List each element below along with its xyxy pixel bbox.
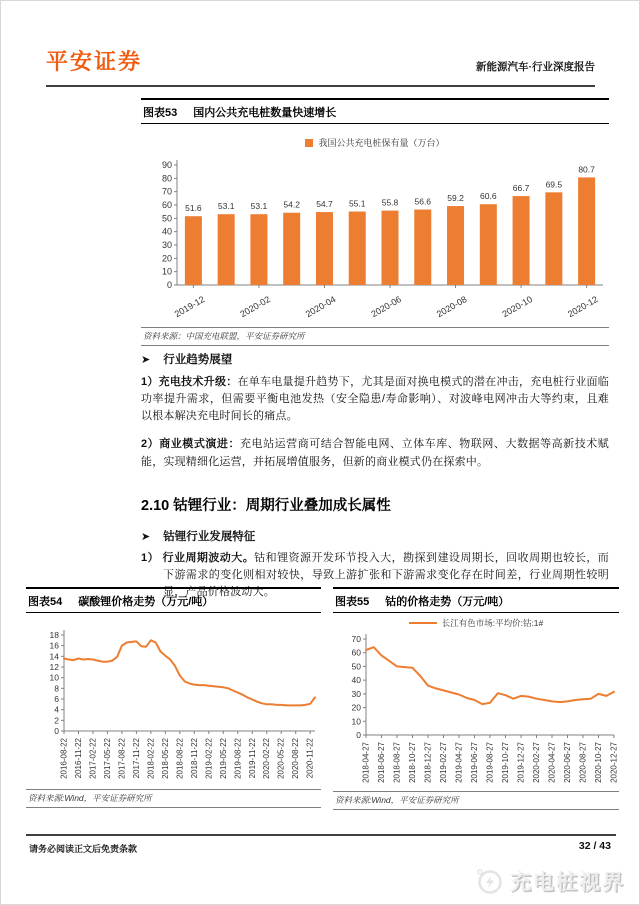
svg-text:2019-10-27: 2019-10-27: [501, 742, 510, 783]
svg-text:2020-02: 2020-02: [238, 294, 272, 320]
svg-text:2020-08: 2020-08: [434, 294, 469, 320]
svg-text:10: 10: [351, 716, 361, 727]
figure-54-tag: 图表54: [28, 596, 63, 608]
header-divider: [46, 85, 595, 87]
figure-54-titlebar: [26, 587, 321, 613]
svg-text:2020-02-22: 2020-02-22: [262, 738, 272, 779]
svg-text:2020-06-27: 2020-06-27: [563, 742, 572, 783]
svg-text:2019-04-27: 2019-04-27: [454, 742, 464, 783]
svg-text:53.1: 53.1: [250, 201, 268, 212]
bullet-cobalt-lithium-label: 钴锂行业发展特征: [163, 530, 256, 543]
watermark: [475, 866, 625, 896]
section-2-10-heading: 2.10 钴锂行业：周期行业叠加成长属性: [141, 497, 391, 514]
svg-text:2019-02-22: 2019-02-22: [204, 738, 214, 779]
svg-text:2018-06-27: 2018-06-27: [377, 742, 386, 783]
svg-text:2017-08-22: 2017-08-22: [117, 738, 127, 779]
svg-text:2: 2: [54, 715, 59, 726]
svg-text:53.1: 53.1: [217, 201, 235, 212]
svg-text:2019-12-27: 2019-12-27: [516, 742, 526, 783]
figure-55-titlebar: [333, 587, 619, 613]
svg-text:10: 10: [161, 266, 172, 277]
svg-text:2016-08-22: 2016-08-22: [59, 738, 69, 779]
svg-text:14: 14: [49, 651, 59, 662]
svg-text:6: 6: [54, 694, 59, 704]
svg-text:50: 50: [161, 213, 172, 224]
svg-text:2018-12-27: 2018-12-27: [423, 742, 433, 783]
svg-text:2020-11-22: 2020-11-22: [305, 738, 315, 779]
svg-text:2018-05-22: 2018-05-22: [160, 738, 170, 779]
svg-text:40: 40: [161, 226, 172, 237]
svg-text:69.5: 69.5: [545, 179, 563, 190]
arrow-bullet-icon: ➤: [141, 530, 151, 543]
svg-text:2018-08-22: 2018-08-22: [175, 738, 185, 779]
watermark-text: 充电桩视界: [510, 871, 625, 894]
report-series-title: 新能源汽车·行业深度报告: [476, 61, 595, 73]
paragraph-1-lead: 1）充电技术升级：: [141, 376, 238, 388]
svg-text:0: 0: [356, 730, 361, 740]
svg-text:2019-02-27: 2019-02-27: [439, 742, 448, 783]
figure-53-title: 国内公共充电桩数量快速增长: [193, 107, 337, 119]
bullet-industry-outlook: [141, 351, 609, 367]
svg-text:90: 90: [161, 160, 172, 170]
svg-text:54.7: 54.7: [316, 199, 333, 210]
svg-text:56.6: 56.6: [414, 196, 432, 207]
body-content: [141, 351, 609, 601]
figure-53-tag: 图表53: [143, 107, 178, 119]
svg-text:66.7: 66.7: [512, 183, 530, 194]
footer-divider: [26, 834, 616, 836]
svg-text:10: 10: [49, 672, 59, 683]
svg-text:60: 60: [161, 200, 172, 210]
paragraph-charging-upgrade: [141, 374, 609, 425]
legend-line-icon: [409, 622, 437, 624]
svg-text:2018-10-27: 2018-10-27: [408, 742, 417, 783]
svg-text:80: 80: [161, 173, 172, 184]
chart55-canvas: [333, 629, 619, 789]
svg-text:2020-04: 2020-04: [303, 294, 338, 320]
paragraph-business-model: [141, 436, 609, 470]
svg-text:70: 70: [351, 634, 361, 644]
svg-text:2017-11-22: 2017-11-22: [131, 738, 141, 779]
svg-text:2016-11-22: 2016-11-22: [73, 738, 83, 779]
pingan-securities-logo: 平安证券: [46, 49, 143, 74]
footer-disclaimer: 请务必阅读正文后免责条款: [29, 844, 138, 854]
svg-text:20: 20: [161, 253, 172, 264]
svg-text:40: 40: [351, 675, 361, 686]
figure-55-legend: [333, 617, 619, 629]
svg-text:0: 0: [54, 726, 59, 736]
figure-54: [26, 587, 321, 808]
paragraph-2-lead: 2）商业模式演进：: [141, 438, 240, 451]
figure-55-source: 资料来源:Wind，平安证券研究所: [333, 791, 619, 810]
figure-54-title: 碳酸锂价格走势（万元/吨）: [78, 596, 214, 608]
svg-text:2020-08-27: 2020-08-27: [578, 742, 588, 783]
svg-text:8: 8: [54, 683, 59, 694]
svg-text:2019-11-22: 2019-11-22: [247, 738, 257, 779]
svg-text:2018-02-22: 2018-02-22: [146, 738, 156, 779]
arrow-bullet-icon: ➤: [141, 354, 151, 366]
svg-text:2020-12: 2020-12: [566, 294, 600, 320]
svg-text:2020-12-27: 2020-12-27: [609, 742, 619, 783]
svg-text:30: 30: [161, 240, 172, 250]
svg-text:2019-08-27: 2019-08-27: [485, 742, 495, 783]
svg-text:12: 12: [49, 662, 59, 672]
bullet-industry-outlook-label: 行业趋势展望: [163, 354, 233, 366]
figure-55-tag: 图表55: [335, 596, 370, 608]
svg-text:2017-05-22: 2017-05-22: [102, 738, 112, 779]
figure-53-source: 资料来源：中国充电联盟，平安证券研究所: [141, 327, 609, 346]
svg-text:2019-12: 2019-12: [172, 294, 207, 320]
figure-53-titlebar: [141, 98, 609, 124]
svg-text:2019-08-22: 2019-08-22: [233, 738, 243, 779]
svg-text:2020-04-27: 2020-04-27: [547, 742, 557, 783]
svg-text:55.8: 55.8: [381, 197, 399, 208]
svg-text:2020-08-22: 2020-08-22: [291, 738, 301, 779]
svg-text:30: 30: [351, 688, 361, 699]
paragraph-2-text: 充电站运营商可结合智能电网、立体车库、物联网、大数据等高新技术赋能，实现精细化运营，并拓展增值服务，但新的商业模式仍在探索中。: [141, 438, 609, 468]
svg-text:70: 70: [161, 186, 172, 197]
svg-text:18: 18: [49, 630, 59, 640]
svg-text:2019-06-27: 2019-06-27: [470, 742, 479, 783]
figure-53: [141, 98, 609, 346]
paragraph-3-text: 钴和锂资源开发环节投入大，勘探到建设周期长，回收周期也较长，而下游需求的变化则相对较快，导致上游扩张和下游需求变化存在时间差，行业周期性较明显，产品价格波动大。: [163, 551, 609, 599]
svg-text:2020-06: 2020-06: [369, 294, 403, 320]
figure-54-source: 资料来源:Wind，平安证券研究所: [26, 789, 321, 808]
svg-text:20: 20: [351, 702, 361, 713]
svg-text:16: 16: [49, 640, 59, 651]
svg-text:2020-10-27: 2020-10-27: [594, 742, 603, 783]
bullet-cobalt-lithium-features: [141, 528, 609, 544]
paragraph-3-lead: 1） 行业周期波动大。: [141, 551, 255, 564]
svg-text:4: 4: [54, 704, 59, 715]
figure-55: [333, 587, 619, 810]
svg-text:59.2: 59.2: [447, 193, 464, 204]
svg-text:55.1: 55.1: [348, 198, 366, 209]
svg-text:2018-08-27: 2018-08-27: [392, 742, 402, 783]
paragraph-1-text: 在单车电量提升趋势下，尤其是面对换电模式的潜在冲击，充电桩行业面临功率提升需求，但需要平衡电池发热（安全隐患/寿命影响）、对波峰电网冲击大等约束，且难以根本解决充电时间长的痛点。: [141, 376, 609, 423]
svg-text:80.7: 80.7: [578, 164, 595, 175]
svg-text:0: 0: [166, 280, 172, 290]
svg-text:2019-05-22: 2019-05-22: [218, 738, 228, 779]
figure-55-title: 钴的价格走势（万元/吨）: [385, 596, 510, 608]
legend-swatch-icon: [305, 139, 313, 147]
svg-text:50: 50: [351, 661, 361, 672]
chart54-canvas: [26, 627, 321, 787]
svg-text:2018-11-22: 2018-11-22: [189, 738, 199, 779]
figure-53-legend: [141, 136, 609, 149]
chart53-canvas: [141, 149, 609, 325]
svg-text:2020-10: 2020-10: [500, 294, 535, 320]
bolt-circle-logo-icon: [475, 867, 503, 895]
figure-53-legend-label: 我国公共充电桩保有量（万台）: [318, 138, 445, 148]
svg-text:2018-04-27: 2018-04-27: [361, 742, 371, 783]
svg-text:54.2: 54.2: [283, 199, 300, 210]
svg-text:60.6: 60.6: [480, 191, 497, 202]
footer-page-number: 32 / 43: [578, 840, 611, 852]
svg-text:2020-02-27: 2020-02-27: [532, 742, 541, 783]
svg-text:2017-02-22: 2017-02-22: [88, 738, 98, 779]
figure-55-legend-label: 长江有色市场:平均价:钴:1#: [441, 618, 544, 628]
svg-text:60: 60: [351, 647, 361, 658]
svg-text:51.6: 51.6: [185, 203, 202, 214]
svg-text:2020-05-22: 2020-05-22: [276, 738, 286, 779]
